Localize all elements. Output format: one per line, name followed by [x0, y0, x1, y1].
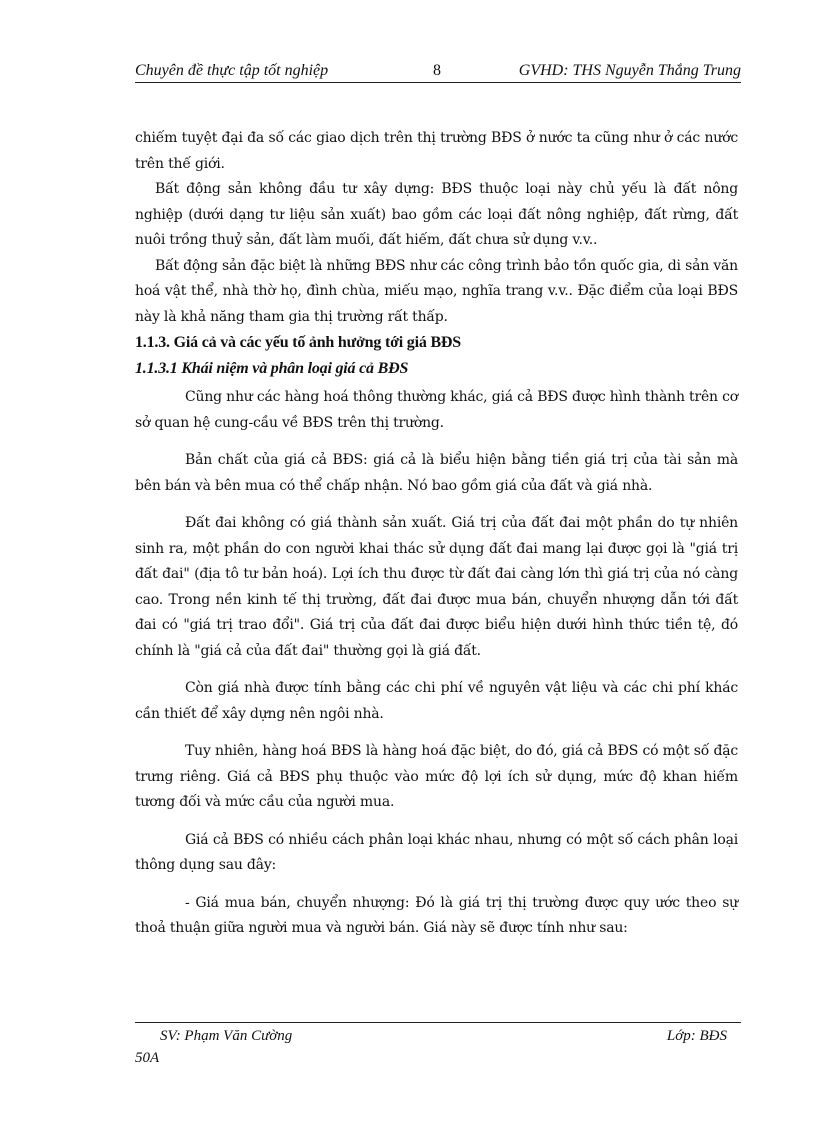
- paragraph: Còn giá nhà được tính bằng các chi phí về nguyên vật liệu và các chi phí khác cần thiết để xây dựng nên ngôi nhà.: [135, 680, 738, 722]
- footer-student-name: SV: Phạm Văn Cường: [160, 1028, 293, 1044]
- paragraph: Giá cả BĐS có nhiều cách phân loại khác nhau, nhưng có một số cách phân loại thông dụng sau đây:: [135, 831, 738, 873]
- footer-class-suffix: 50A: [135, 1050, 160, 1066]
- paragraph: Tuy nhiên, hàng hoá BĐS là hàng hoá đặc biệt, do đó, giá cả BĐS có một số đặc trưng riêng. Giá cả BĐS phụ thuộc vào mức độ lợi ích sử dụng, mức độ khan hiếm tương đối và mức cầu của người mua.: [135, 743, 738, 810]
- header-document-title: Chuyên đề thực tập tốt nghiệp: [135, 62, 329, 79]
- paragraph: Bản chất của giá cả BĐS: giá cả là biểu hiện bằng tiền giá trị của tài sản mà bên bán và bên mua có thể chấp nhận. Nó bao gồm giá của đất và giá nhà.: [135, 452, 738, 494]
- paragraph: chiếm tuyệt đại đa số các giao dịch trên thị trường BĐS ở nước ta cũng như ở các nước trên thế giới.: [135, 130, 738, 172]
- section-heading: 1.1.3. Giá cả và các yếu tố ảnh hưởng tới giá BĐS: [135, 334, 461, 351]
- paragraph: Đất đai không có giá thành sản xuất. Giá trị của đất đai một phần do tự nhiên sinh ra, một phần do con người khai thác sử dụng đất đai mang lại được gọi là "giá trị đất đai" (địa tô tư bản hoá). Lợi ích thu được từ đất đai càng lớn thì giá trị của nó càng cao. Trong nền kinh tế thị trường, đất đai được mua bán, chuyển nhượng dẫn tới đất đai có "giá trị trao đổi". Giá trị của đất đai được biểu hiện dưới hình thức tiền tệ, đó chính là "giá cả của đất đai" thường gọi là giá đất.: [135, 515, 738, 659]
- header-page-number: 8: [433, 62, 441, 79]
- header-supervisor: GVHD: THS Nguyễn Thắng Trung: [518, 62, 741, 79]
- subsection-heading: 1.1.3.1 Khái niệm và phân loại giá cả BĐS: [135, 359, 409, 377]
- paragraph: - Giá mua bán, chuyển nhượng: Đó là giá trị thị trường được quy ước theo sự thoả thuận giữa người mua và người bán. Giá này sẽ được tính như sau:: [135, 894, 738, 936]
- document-body: [135, 126, 738, 942]
- paragraph: Bất động sản đặc biệt là những BĐS như các công trình bảo tồn quốc gia, di sản văn hoá vật thể, nhà thờ họ, đình chùa, miếu mạo, nghĩa trang v.v.. Đặc điểm của loại BĐS này là khả năng tham gia thị trường rất thấp.: [135, 257, 738, 325]
- page-footer: [135, 1022, 741, 1066]
- footer-class-label: Lớp: BĐS: [666, 1028, 727, 1044]
- page-header: [135, 60, 741, 83]
- paragraph: Cũng như các hàng hoá thông thường khác, giá cả BĐS được hình thành trên cơ sở quan hệ cung-cầu về BĐS trên thị trường.: [135, 389, 738, 431]
- paragraph: Bất động sản không đầu tư xây dựng: BĐS thuộc loại này chủ yếu là đất nông nghiệp (dưới dạng tư liệu sản xuất) bao gồm các loại đất nông nghiệp, đất rừng, đất nuôi trồng thuỷ sản, đất làm muối, đất hiếm, đất chưa sử dụng v.v..: [135, 181, 738, 248]
